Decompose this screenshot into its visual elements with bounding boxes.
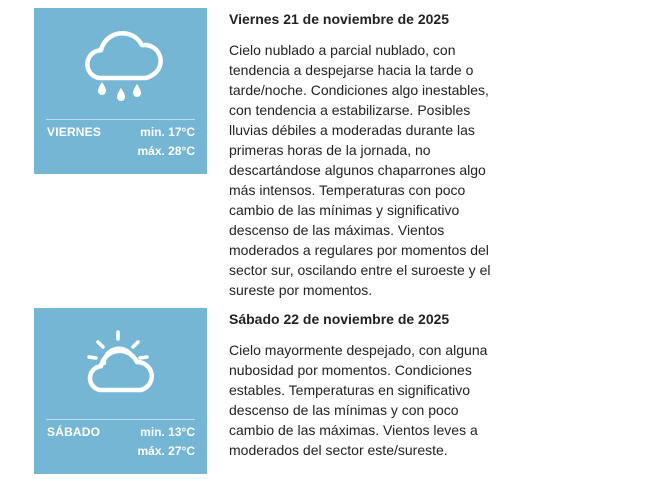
forecast-date-heading: Viernes 21 de noviembre de 2025 bbox=[229, 11, 449, 27]
day-label: SÁBADO bbox=[47, 425, 101, 439]
min-temperature: min. 13°C bbox=[140, 425, 195, 439]
weather-card-saturday bbox=[34, 308, 207, 474]
cloud-rain-icon bbox=[34, 8, 207, 118]
forecast-text-saturday bbox=[229, 310, 497, 460]
min-temperature: min. 17°C bbox=[140, 125, 195, 139]
forecast-date-heading: Sábado 22 de noviembre de 2025 bbox=[229, 311, 450, 327]
card-divider bbox=[46, 419, 195, 420]
forecast-description: Cielo mayormente despejado, con alguna nubosidad por momentos. Condiciones estables. Temperaturas en significativo descenso de las mínimas y con poco cambio de las máximas. Vientos leves a moderados del sector este/sureste. bbox=[229, 342, 488, 458]
forecast-text-friday bbox=[229, 10, 497, 300]
day-label: VIERNES bbox=[47, 125, 102, 139]
forecast-description: Cielo nublado a parcial nublado, con tendencia a despejarse hacia la tarde o tarde/noche. Condiciones algo inestables, con tendencia a estabilizarse. Posibles lluvias débiles a moderadas durante las primeras horas de la jornada, no descartándose algunos chaparrones algo más intensos. Temperaturas con poco cambio de las mínimas y significativo descenso de las máximas. Vientos moderados a regulares por momentos del sector sur, oscilando entre el suroeste y el sureste por momentos. bbox=[229, 42, 491, 298]
max-temperature: máx. 27°C bbox=[137, 444, 195, 458]
max-temperature: máx. 28°C bbox=[137, 144, 195, 158]
card-divider bbox=[46, 119, 195, 120]
weather-card-friday bbox=[34, 8, 207, 174]
sun-cloud-icon bbox=[34, 308, 207, 418]
